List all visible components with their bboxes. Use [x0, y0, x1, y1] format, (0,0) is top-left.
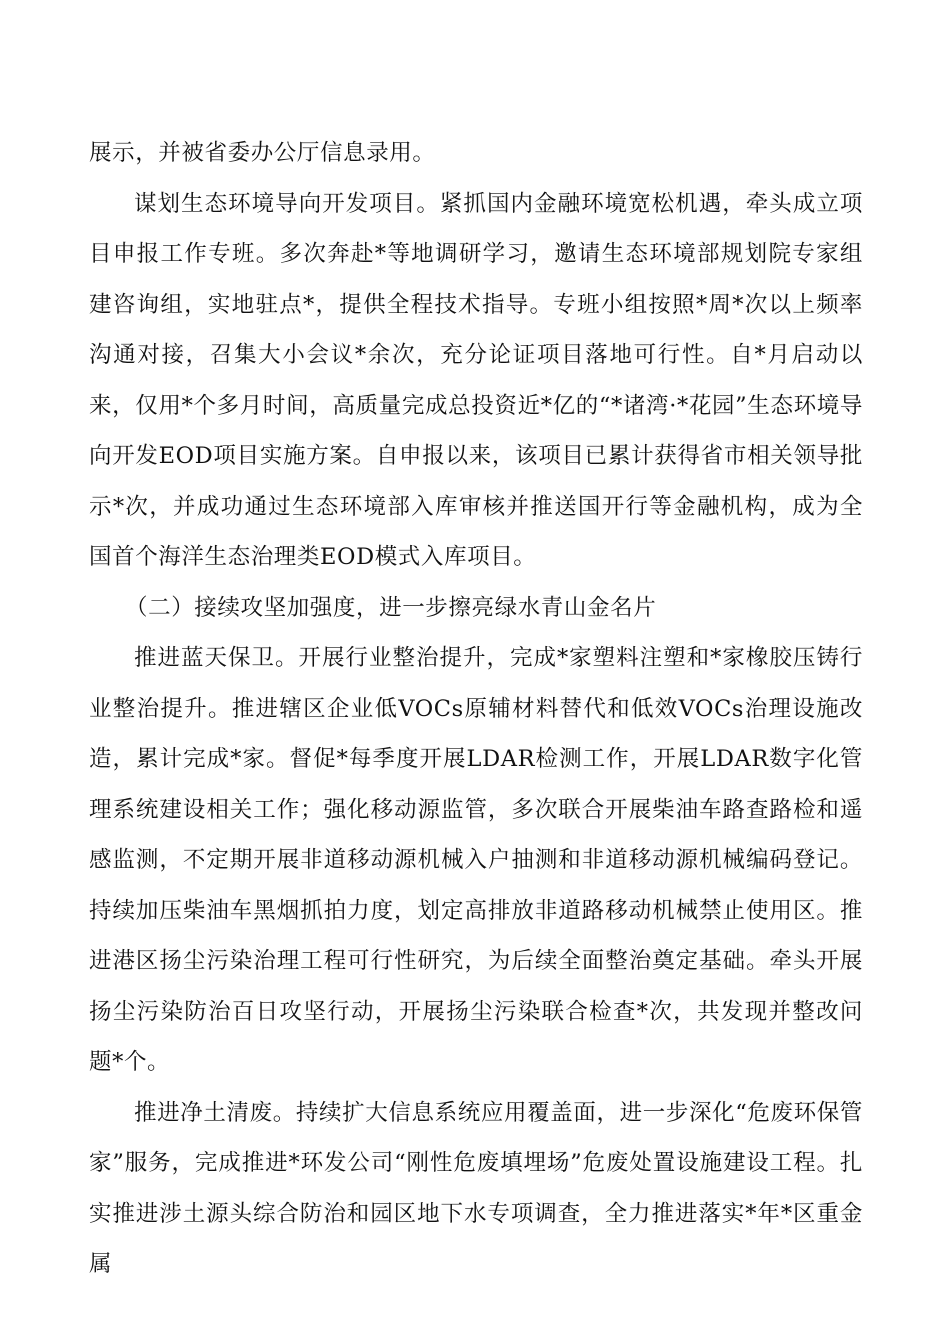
paragraph-continuation: 展示，并被省委办公厅信息录用。 [89, 140, 436, 166]
paragraph-blue-sky: 推进蓝天保卫。开展行业整治提升，完成*家塑料注塑和*家橡胶压铸行业整治提升。推进辖区企业低VOCs原辅材料替代和低效VOCs治理设施改造，累计完成*家。督促*每季度开展LDAR检测工作，开展LDAR数字化管理系统建设相关工作；强化移动源监管，多次联合开展柴油车路查路检和遥感监测，不定期开展非道移动源机械入户抽测和非道移动源机械编码登记。持续加压柴油车黑烟抓拍力度，划定高排放非道路移动机械禁止使用区。推进港区扬尘污染治理工程可行性研究，为后续全面整治奠定基础。牵头开展扬尘污染防治百日攻坚行动，开展扬尘污染联合检查*次，共发现并整改问题*个。 [89, 645, 863, 1075]
section-heading-2: （二）接续攻坚加强度，进一步擦亮绿水青山金名片 [125, 594, 657, 621]
paragraph-eod-project: 谋划生态环境导向开发项目。紧抓国内金融环境宽松机遇，牵头成立项目申报工作专班。多次奔赴*等地调研学习，邀请生态环境部规划院专家组建咨询组，实地驻点*，提供全程技术指导。专班小组按照*周*次以上频率沟通对接，召集大小会议*余次，充分论证项目落地可行性。自*月启动以来，仅用*个多月时间，高质量完成总投资近*亿的“*诸湾·*花园”生态环境导向开发EOD项目实施方案。自申报以来，该项目已累计获得省市相关领导批示*次，并成功通过生态环境部入库审核并推送国开行等金融机构，成为全国首个海洋生态治理类EOD模式入库项目。 [89, 190, 863, 570]
paragraph-clean-soil: 推进净土清废。持续扩大信息系统应用覆盖面，进一步深化“危废环保管家”服务，完成推进*环发公司“刚性危废填埋场”危废处置设施建设工程。扎实推进涉土源头综合防治和园区地下水专项调查，全力推进落实*年*区重金属 [89, 1099, 863, 1277]
